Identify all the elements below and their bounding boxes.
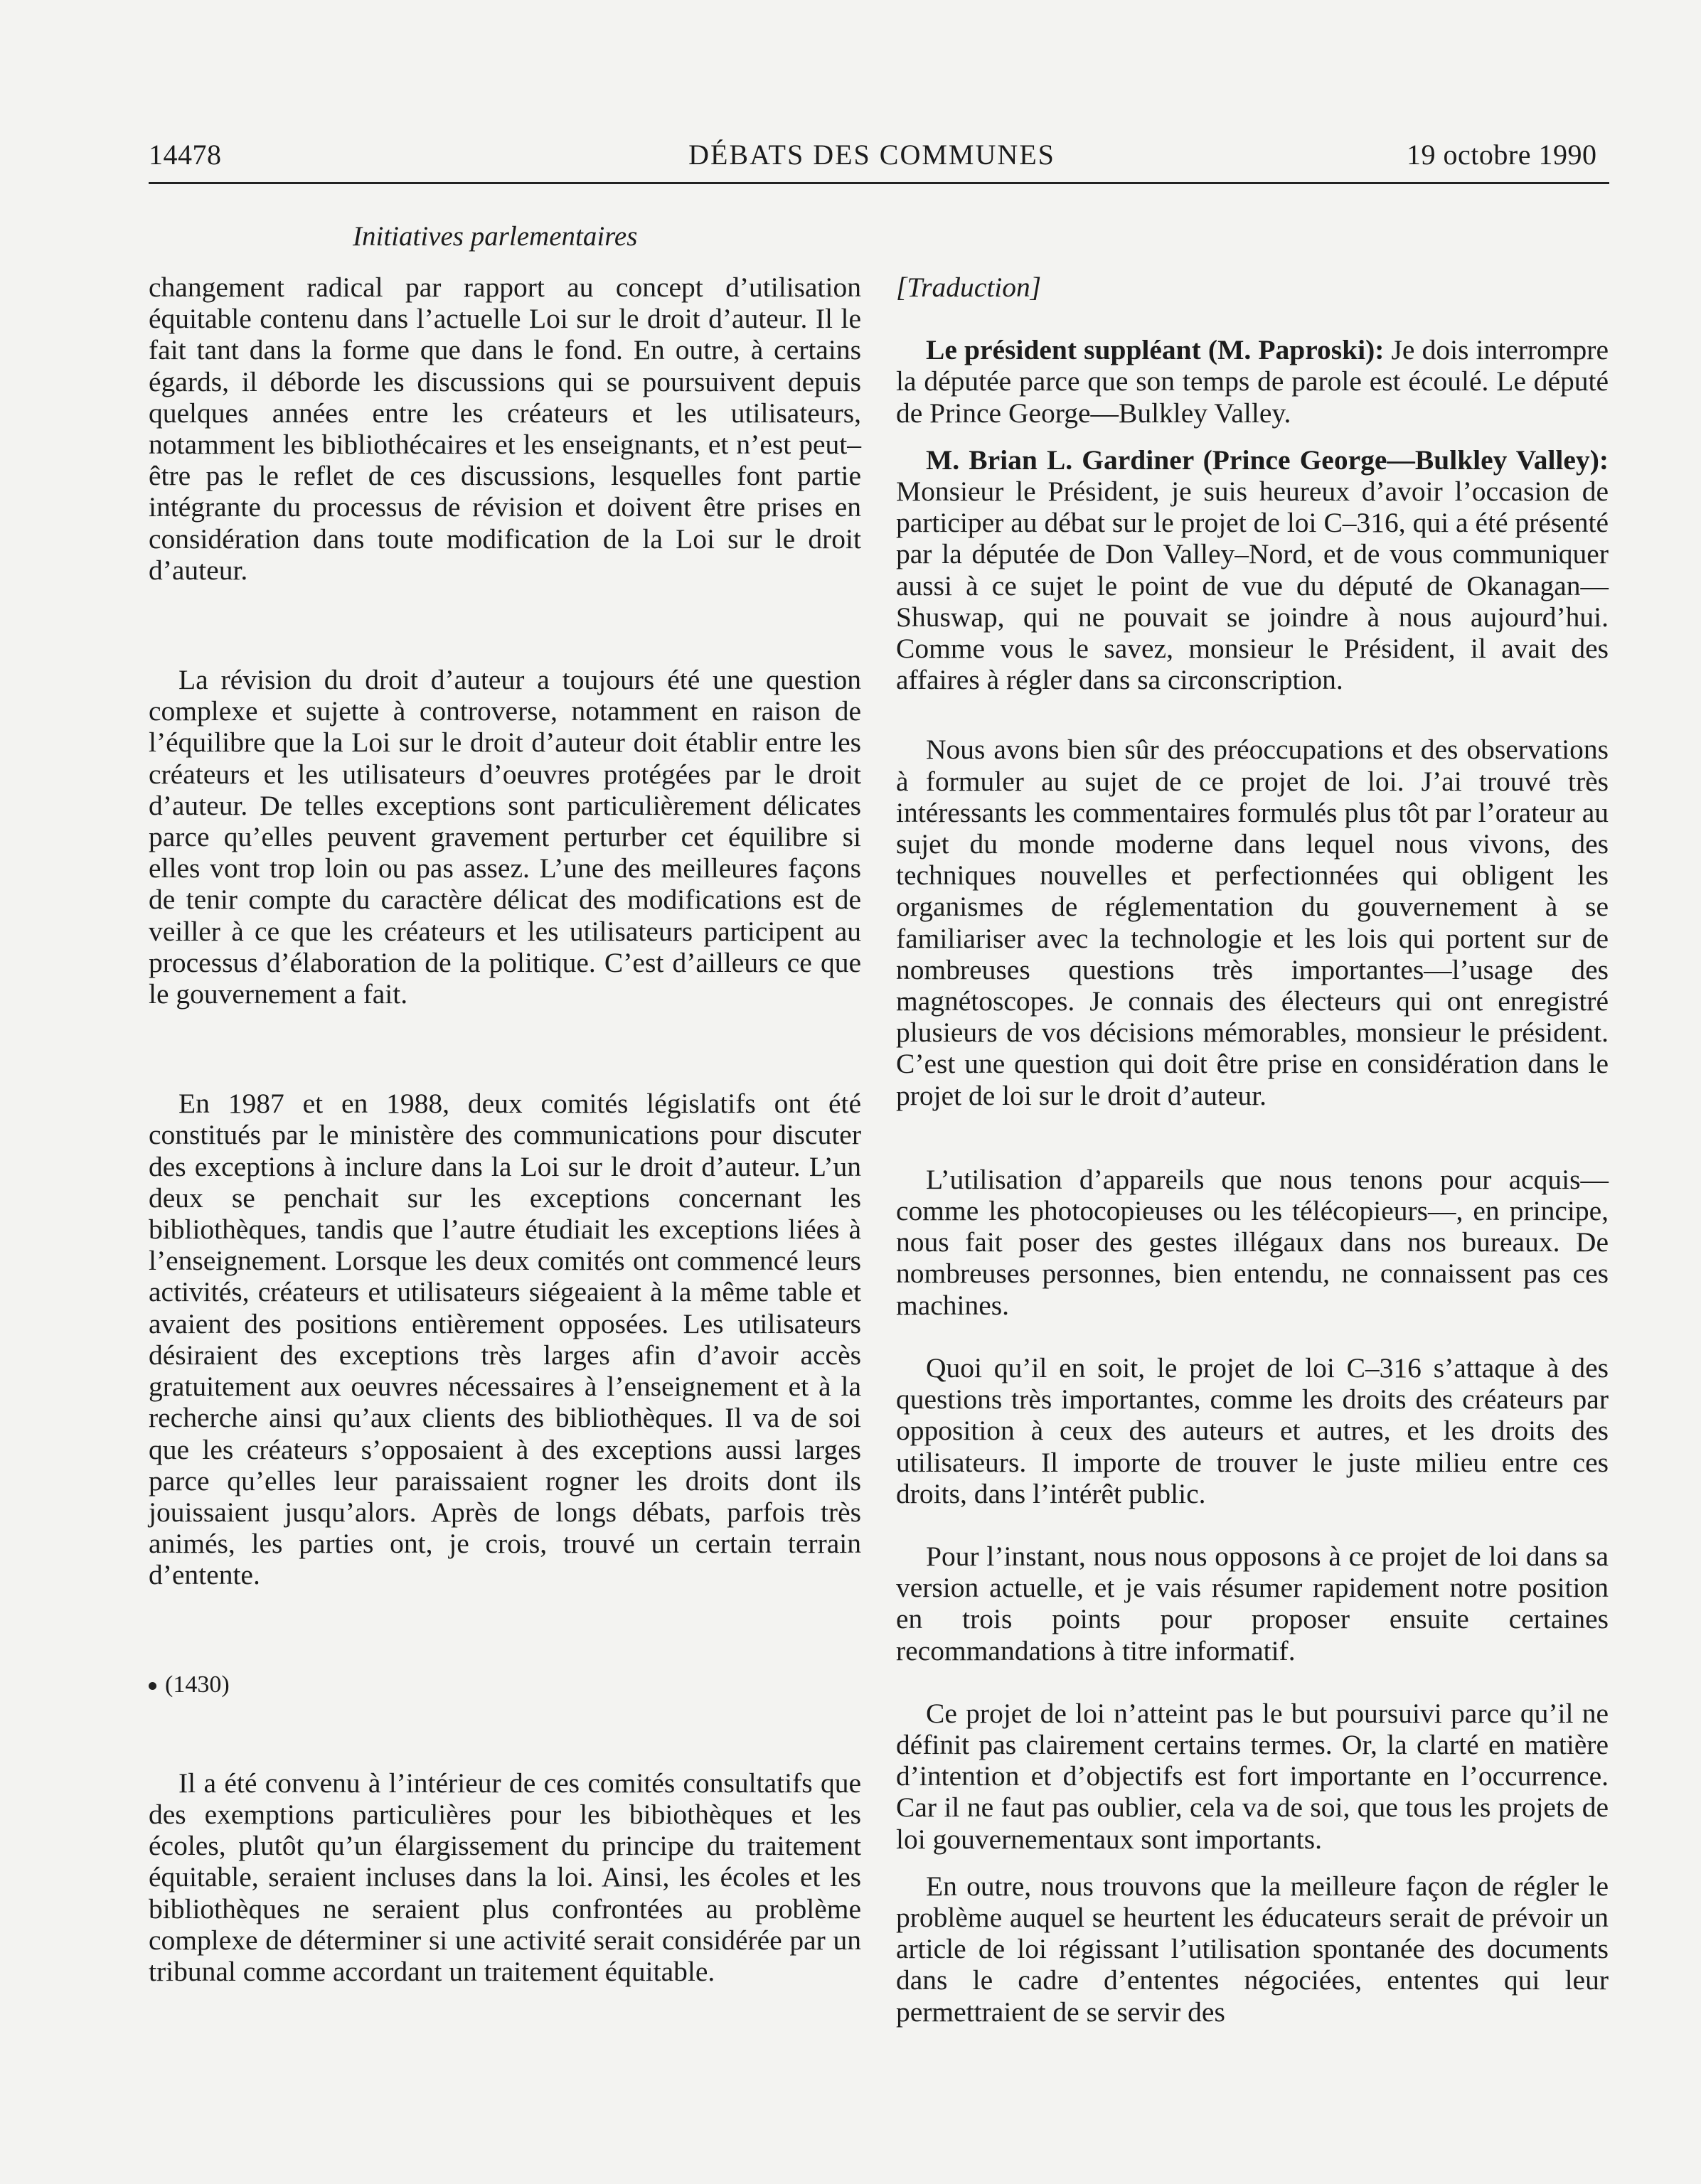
left-column [149,272,861,2018]
paragraph: Quoi qu’il en soit, le projet de loi C–316 s’attaque à des questions très importantes, comme les droits des créateurs par opposition à ceux des auteurs et autres, et les droits des utilisateurs. Il importe de trouver le juste milieu entre ces droits, dans l’intérêt public. [896,1351,1609,1509]
paragraph: Il a été convenu à l’intérieur de ces comités consultatifs que des exemptions particulières pour les bibiothèques et les écoles, plutôt qu’un élargissement du principe du traitement équitable, seraient incluses dans la loi. Ainsi, les écoles et les bibliothèques ne seraient plus confrontées au problème complexe de déterminer si une activité serait considérée par un tribunal comme accordant un traitement équitable. [149,1767,861,1987]
page-number: 14478 [149,139,222,171]
header-rule [149,182,1609,184]
section-title: Initiatives parlementaires [353,221,638,252]
bullet-icon [149,1682,156,1690]
time-marker-text: (1430) [165,1671,230,1698]
paragraph: Ce projet de loi n’atteint pas le but poursuivi parce qu’il ne définit pas clairement certains termes. Or, la clarté en matière d’intention et d’objectifs est fort importante en l’occurrence. Car il ne faut pas oublier, cela va de soi, que tous les projets de loi gouvernementaux sont importants. [896,1697,1609,1855]
time-marker [149,1669,861,1701]
right-column [896,272,1609,2059]
paragraph: La révision du droit d’auteur a toujours été une question complexe et sujette à controverse, notamment en raison de l’équilibre que la Loi sur le droit d’auteur doit établir entre les créateurs et les utilisateurs d’oeuvres protégées par le droit d’auteur. De telles exceptions sont particulièrement délicates parce qu’elles peuvent gravement perturber cet équilibre si elles vont trop loin ou pas assez. L’une des meilleures façons de tenir compte du caractère délicat des modifications est de veiller à ce que les créateurs et les utilisateurs participent au processus d’élaboration de la politique. C’est d’ailleurs ce que le gouvernement a fait. [149,664,861,1010]
speaker-name: Le président suppléant (M. Paproski): [926,334,1385,366]
paragraph: changement radical par rapport au concept d’utilisation équitable contenu dans l’actuelle Loi sur le droit d’auteur. Il le fait tant dans la forme que dans le fond. En outre, à certains égards, il déborde les discussions qui se poursuivent depuis quelques années entre les créateurs et les utilisateurs, notamment les bibliothécaires et les enseignants, et n’est peut–être pas le reflet de ces discussions, lesquelles font partie intégrante du processus de révision et doivent être prises en considération dans toute modification de la Loi sur le droit d’auteur. [149,272,861,586]
speech-text: Je dois interrompre la députée parce que son temps de parole est écoulé. Le député de Prince George—Bulkley Valley. [896,334,1609,429]
paragraph: En outre, nous trouvons que la meilleure façon de régler le problème auquel se heurtent les éducateurs serait de prévoir un article de loi régissant l’utilisation spontanée des documents dans le cadre d’ententes négociées, ententes qui leur permettraient de se servir des [896,1870,1609,2028]
paragraph: Nous avons bien sûr des préoccupations et des observations à formuler au sujet de ce projet de loi. J’ai trouvé très intéressants les commentaires formulés plus tôt par l’orateur au sujet du monde moderne dans lequel nous vivons, des techniques nouvelles et perfectionnées qui obligent les organismes de réglementation du gouvernement à se familiariser avec la technologie et les lois qui portent sur de nombreuses questions très importantes—l’usage des magnétoscopes. Je connais des électeurs qui ont enregistré plusieurs de vos décisions mémorables, monsieur le président. C’est une question qui doit être prise en considération dans le projet de loi sur le droit d’auteur. [896,734,1609,1111]
paragraph: L’utilisation d’appareils que nous tenons pour acquis—comme les photocopieuses ou les télécopieurs—, en principe, nous fait poser des gestes illégaux dans nos bureaux. De nombreuses personnes, bien entendu, ne connaissent pas ces machines. [896,1163,1609,1321]
paragraph: Pour l’instant, nous nous opposons à ce projet de loi dans sa version actuelle, et je vais résumer rapidement notre position en trois points pour proposer ensuite certaines recommandations à titre informatif. [896,1540,1609,1666]
speaker-name: M. Brian L. Gardiner (Prince George—Bulkley Valley): [926,444,1609,476]
speech [896,444,1609,696]
publication-date: 19 octobre 1990 [1407,139,1597,171]
paragraph: En 1987 et en 1988, deux comités législatifs ont été constitués par le ministère des communications pour discuter des exceptions à inclure dans la Loi sur le droit d’auteur. L’un deux se penchait sur les exceptions concernant les bibliothèques, tandis que l’autre étudiait les exceptions liées à l’enseignement. Lorsque les deux comités ont commencé leurs activités, créateurs et utilisateurs siégeaient à la même table et avaient des positions entièrement opposées. Les utilisateurs désiraient des exceptions très larges afin d’avoir accès gratuitement aux oeuvres nécessaires à l’enseignement et à la recherche ainsi qu’aux clients des bibliothèques. Il va de soi que les créateurs s’opposaient à des exceptions aussi larges parce qu’elles leur paraissaient rogner les droits dont ils jouissaient jusqu’alors. Après de longs débats, parfois très animés, les parties ont, je crois, trouvé un certain terrain d’entente. [149,1088,861,1591]
speech [896,334,1609,429]
translation-note: [Traduction] [896,272,1042,303]
speech-text: Monsieur le Président, je suis heureux d’avoir l’occasion de participer au débat sur le projet de loi C–316, qui a été présenté par la députée de Don Valley–Nord, et de vous communiquer aussi à ce sujet le point de vue du député de Okanagan—Shuswap, qui ne pouvait se joindre à nous aujourd’hui. Comme vous le savez, monsieur le Président, il avait des affaires à régler dans sa circonscription. [896,476,1609,696]
publication-title: DÉBATS DES COMMUNES [688,139,1055,171]
